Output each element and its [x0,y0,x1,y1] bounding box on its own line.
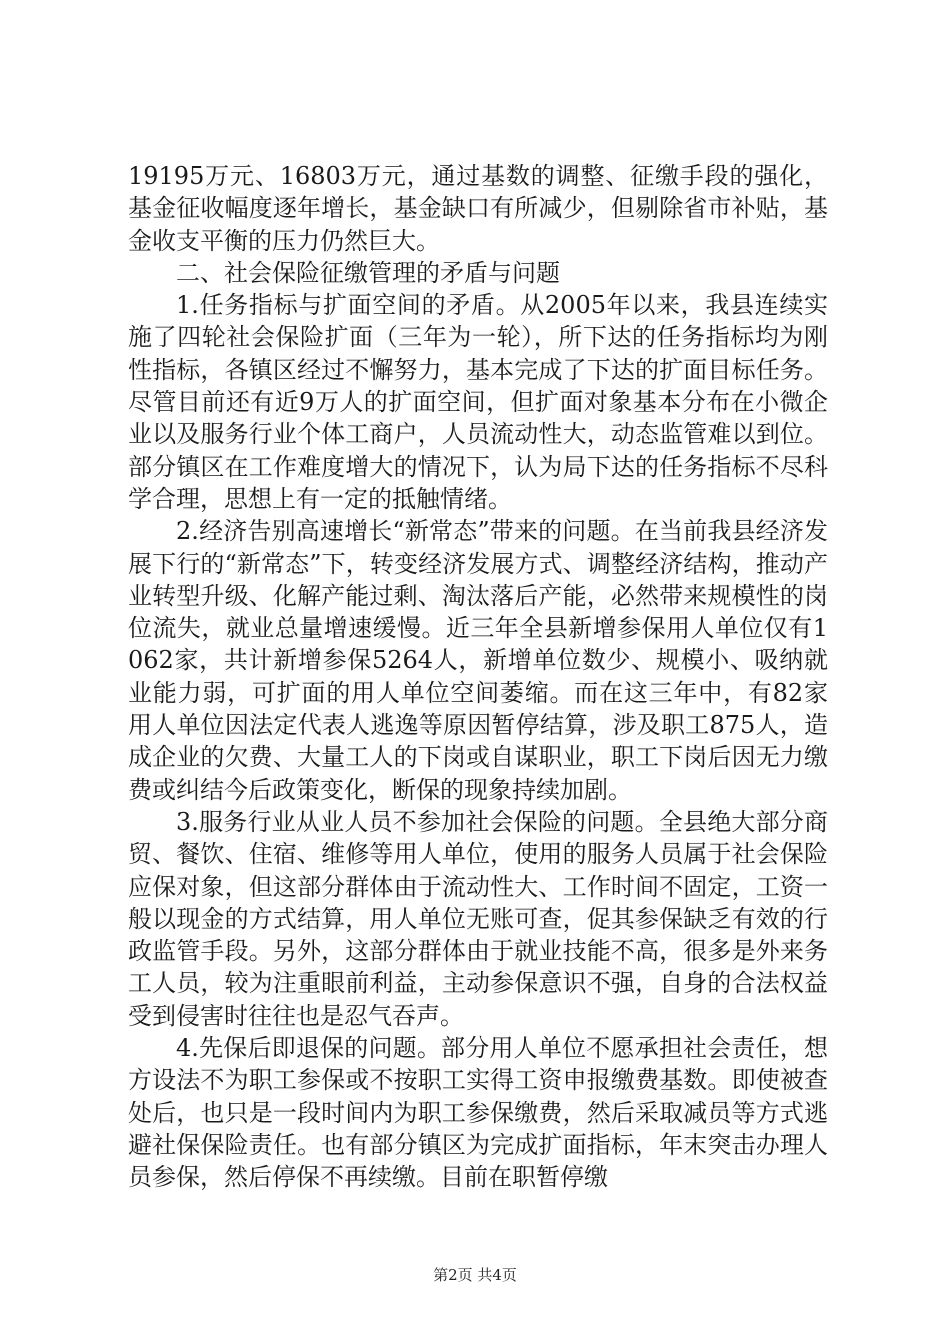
paragraph-issue-2: 2.经济告别高速增长“新常态”带来的问题。在当前我县经济发展下行的“新常态”下，转变经济发展方式、调整经济结构，推动产业转型升级、化解产能过剩、淘汰落后产能，必然带来规模性的岗位流失，就业总量增速缓慢。近三年全县新增参保用人单位仅有1062家，共计新增参保5264人，新增单位数少、规模小、吸纳就业能力弱，可扩面的用人单位空间萎缩。而在这三年中，有82家用人单位因法定代表人逃逸等原因暂停结算，涉及职工875人，造成企业的欠费、大量工人的下岗或自谋职业，职工下岗后因无力缴费或纠结今后政策变化，断保的现象持续加剧。 [128,517,828,804]
paragraph-issue-3: 3.服务行业从业人员不参加社会保险的问题。全县绝大部分商贸、餐饮、住宿、维修等用人单位，使用的服务人员属于社会保险应保对象，但这部分群体由于流动性大、工作时间不固定，工资一般以现金的方式结算，用人单位无账可查，促其参保缺乏有效的行政监管手段。另外，这部分群体由于就业技能不高，很多是外来务工人员，较为注重眼前利益，主动参保意识不强，自身的合法权益受到侵害时往往也是忍气吞声。 [128,807,828,1030]
section-heading: 二、社会保险征缴管理的矛盾与问题 [176,258,560,287]
paragraph-fund-gap: 19195万元、16803万元，通过基数的调整、征缴手段的强化，基金征收幅度逐年增长，基金缺口有所减少，但剔除省市补贴，基金收支平衡的压力仍然巨大。 [128,162,828,255]
body-text [128,160,828,1194]
paragraph-issue-4: 4.先保后即退保的问题。部分用人单位不愿承担社会责任，想方设法不为职工参保或不按职工实得工资申报缴费基数。即使被查处后，也只是一段时间内为职工参保缴费，然后采取减员等方式逃避社保保险责任。也有部分镇区为完成扩面指标，年末突击办理人员参保，然后停保不再续缴。目前在职暂停缴 [128,1034,828,1192]
paragraph-issue-1: 1.任务指标与扩面空间的矛盾。从2005年以来，我县连续实施了四轮社会保险扩面（三年为一轮），所下达的任务指标均为刚性指标，各镇区经过不懈努力，基本完成了下达的扩面目标任务。尽管目前还有近9万人的扩面空间，但扩面对象基本分布在小微企业以及服务行业个体工商户，人员流动性大，动态监管难以到位。部分镇区在工作难度增大的情况下，认为局下达的任务指标不尽科学合理，思想上有一定的抵触情绪。 [128,291,828,513]
page-number-footer: 第2页 共4页 [433,1266,517,1284]
